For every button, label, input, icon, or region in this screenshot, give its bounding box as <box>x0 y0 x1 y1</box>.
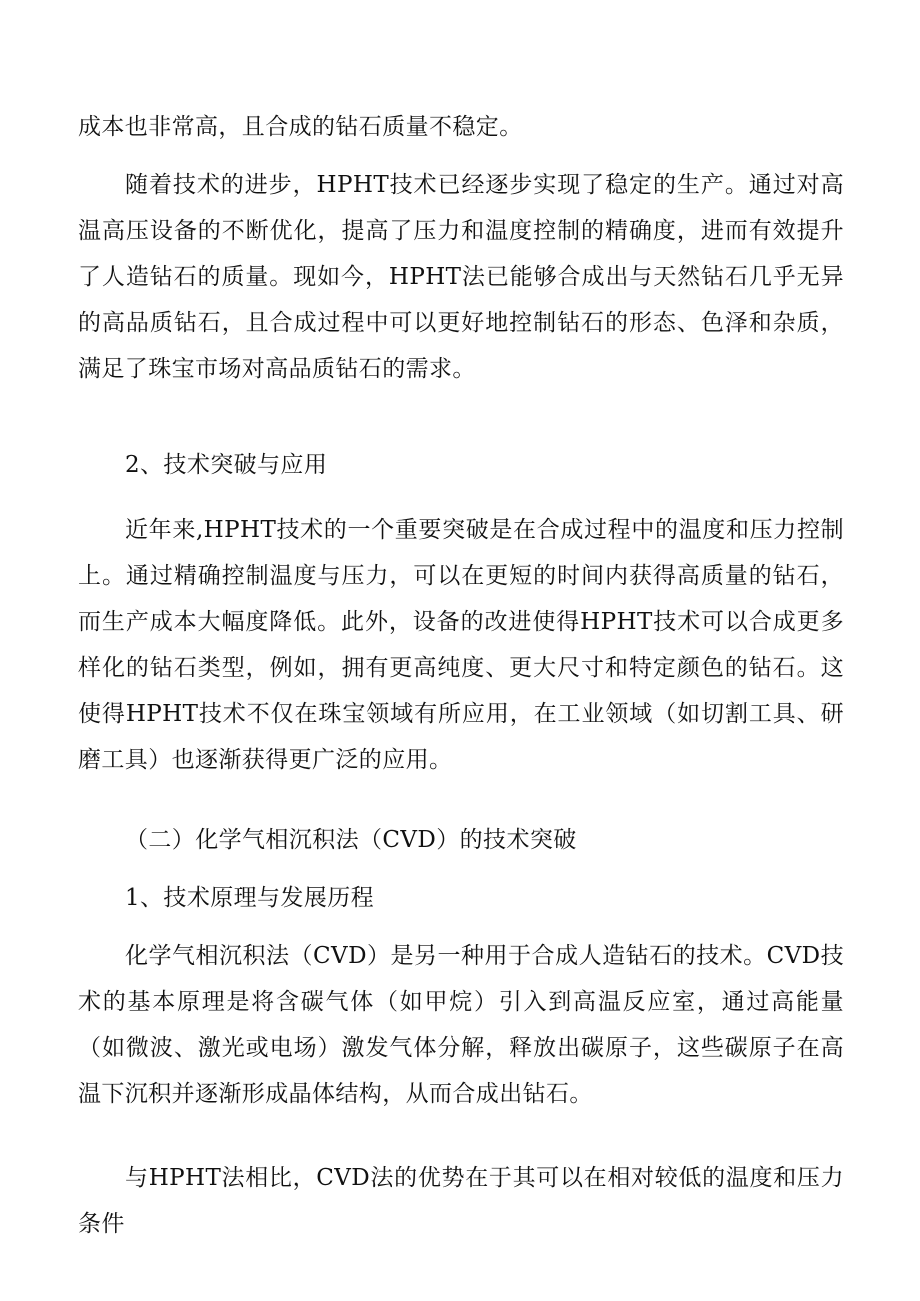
paragraph-cvd-principle: 化学气相沉积法（CVD）是另一种用于合成人造钻石的技术。CVD技术的基本原理是将含碳气体（如甲烷）引入到高温反应室，通过高能量（如微波、激光或电场）激发气体分解，释放出碳原子，这些碳原子在高温下沉积并逐渐形成晶体结构，从而合成出钻石。 <box>78 943 844 1107</box>
section-heading-tech-breakthrough: 2、技术突破与应用 <box>125 452 328 478</box>
section-heading-cvd: （二）化学气相沉积法（CVD）的技术突破 <box>125 827 577 853</box>
section-heading-cvd-principle: 1、技术原理与发展历程 <box>125 885 375 911</box>
paragraph-continuation: 成本也非常高，且合成的钻石质量不稳定。 <box>78 114 523 140</box>
paragraph-hpht-progress: 随着技术的进步，HPHT技术已经逐步实现了稳定的生产。通过对高温高压设备的不断优化，提高了压力和温度控制的精确度，进而有效提升了人造钻石的质量。现如今，HPHT法已能够合成出与天然钻石几乎无异的高品质钻石，且合成过程中可以更好地控制钻石的形态、色泽和杂质，满足了珠宝市场对高品质钻石的需求。 <box>78 172 844 382</box>
paragraph-hpht-breakthrough: 近年来,HPHT技术的一个重要突破是在合成过程中的温度和压力控制上。通过精确控制温度与压力，可以在更短的时间内获得高质量的钻石，而生产成本大幅度降低。此外，设备的改进使得HPHT技术可以合成更多样化的钻石类型，例如，拥有更高纯度、更大尺寸和特定颜色的钻石。这使得HPHT技术不仅在珠宝领域有所应用，在工业领域（如切割工具、研磨工具）也逐渐获得更广泛的应用。 <box>78 517 844 773</box>
paragraph-cvd-vs-hpht: 与HPHT法相比，CVD法的优势在于其可以在相对较低的温度和压力条件 <box>78 1165 844 1237</box>
